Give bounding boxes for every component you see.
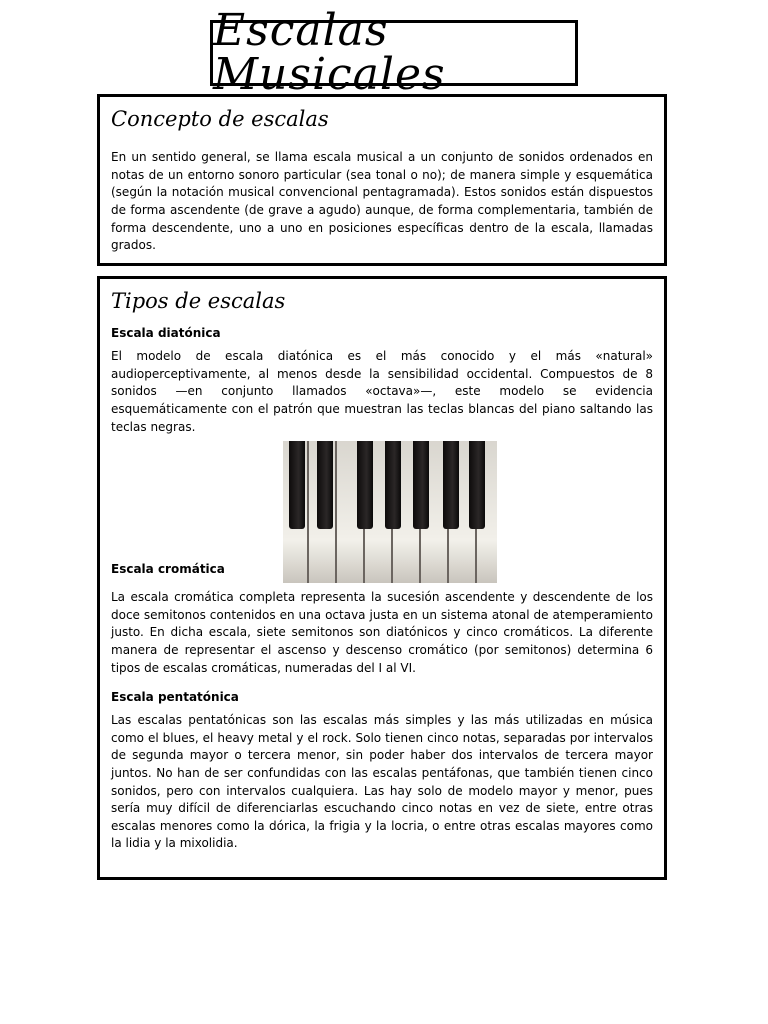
concepto-text: En un sentido general, se llama escala musical a un conjunto de sonidos ordenados en notas de un entorno sonoro particular (sea tonal o no); de manera simple y esquemática (según la notación musical convencional pentagramada). Estos sonidos están dispuestos de forma ascendente (de grave a agudo) aunque, de forma complementaria, también de forma descendente, uno a uno en posiciones específicas dentro de la escala, llamadas grados. [111, 150, 653, 253]
piano-black-key [469, 441, 485, 529]
pentatonica-text: Las escalas pentatónicas son las escalas más simples y las más utilizadas en música como el blues, el heavy metal y el rock. Solo tienen cinco notas, separadas por intervalos de segunda mayor o tercera menor, sin poder haber dos intervalos de tercera mayor juntos. No han de ser confundidas con las escalas pentáfonas, que también tienen cinco sonidos, pero con intervalos cualquiera. Las hay solo de modelo mayor y menor, pues sería muy difícil de diferenciarlas escuchando cinco notas en vez de siete, entre otras escalas menores como la dórica, la frigia y la locria, o entre otras escalas mayores como la lidia y la mixolidia. [111, 713, 653, 851]
piano-keys-image [283, 441, 497, 583]
concepto-section [97, 94, 667, 266]
tipos-heading: Tipos de escalas [111, 289, 286, 313]
page-title: Escalas Musicales [213, 5, 446, 100]
piano-black-key [317, 441, 333, 529]
piano-black-key [289, 441, 305, 529]
piano-black-key [357, 441, 373, 529]
piano-black-key [413, 441, 429, 529]
cromatica-title: Escala cromática [111, 562, 225, 577]
pentatonica-title: Escala pentatónica [111, 690, 239, 705]
tipos-section [97, 276, 667, 880]
title-box [210, 5, 578, 100]
piano-black-key [385, 441, 401, 529]
cromatica-text: La escala cromática completa representa la sucesión ascendente y descendente de los doce semitonos contenidos en una octava justa en un sistema atonal de atemperamiento justo. En dicha escala, siete semitonos son diatónicos y cinco cromáticos. La diferente manera de representar el ascenso y descenso cromático (por semitonos) determina 6 tipos de escalas cromáticas, numeradas del I al VI. [111, 590, 653, 675]
diatonica-title: Escala diatónica [111, 326, 221, 341]
diatonica-text: El modelo de escala diatónica es el más conocido y el más «natural» audioperceptivamente, al menos desde la sensibilidad occidental. Compuestos de 8 sonidos —en conjunto llamados «octava»—, este modelo se evidencia esquemáticamente con el patrón que muestran las teclas blancas del piano saltando las teclas negras. [111, 349, 653, 434]
concepto-heading: Concepto de escalas [111, 107, 329, 131]
piano-black-key [443, 441, 459, 529]
